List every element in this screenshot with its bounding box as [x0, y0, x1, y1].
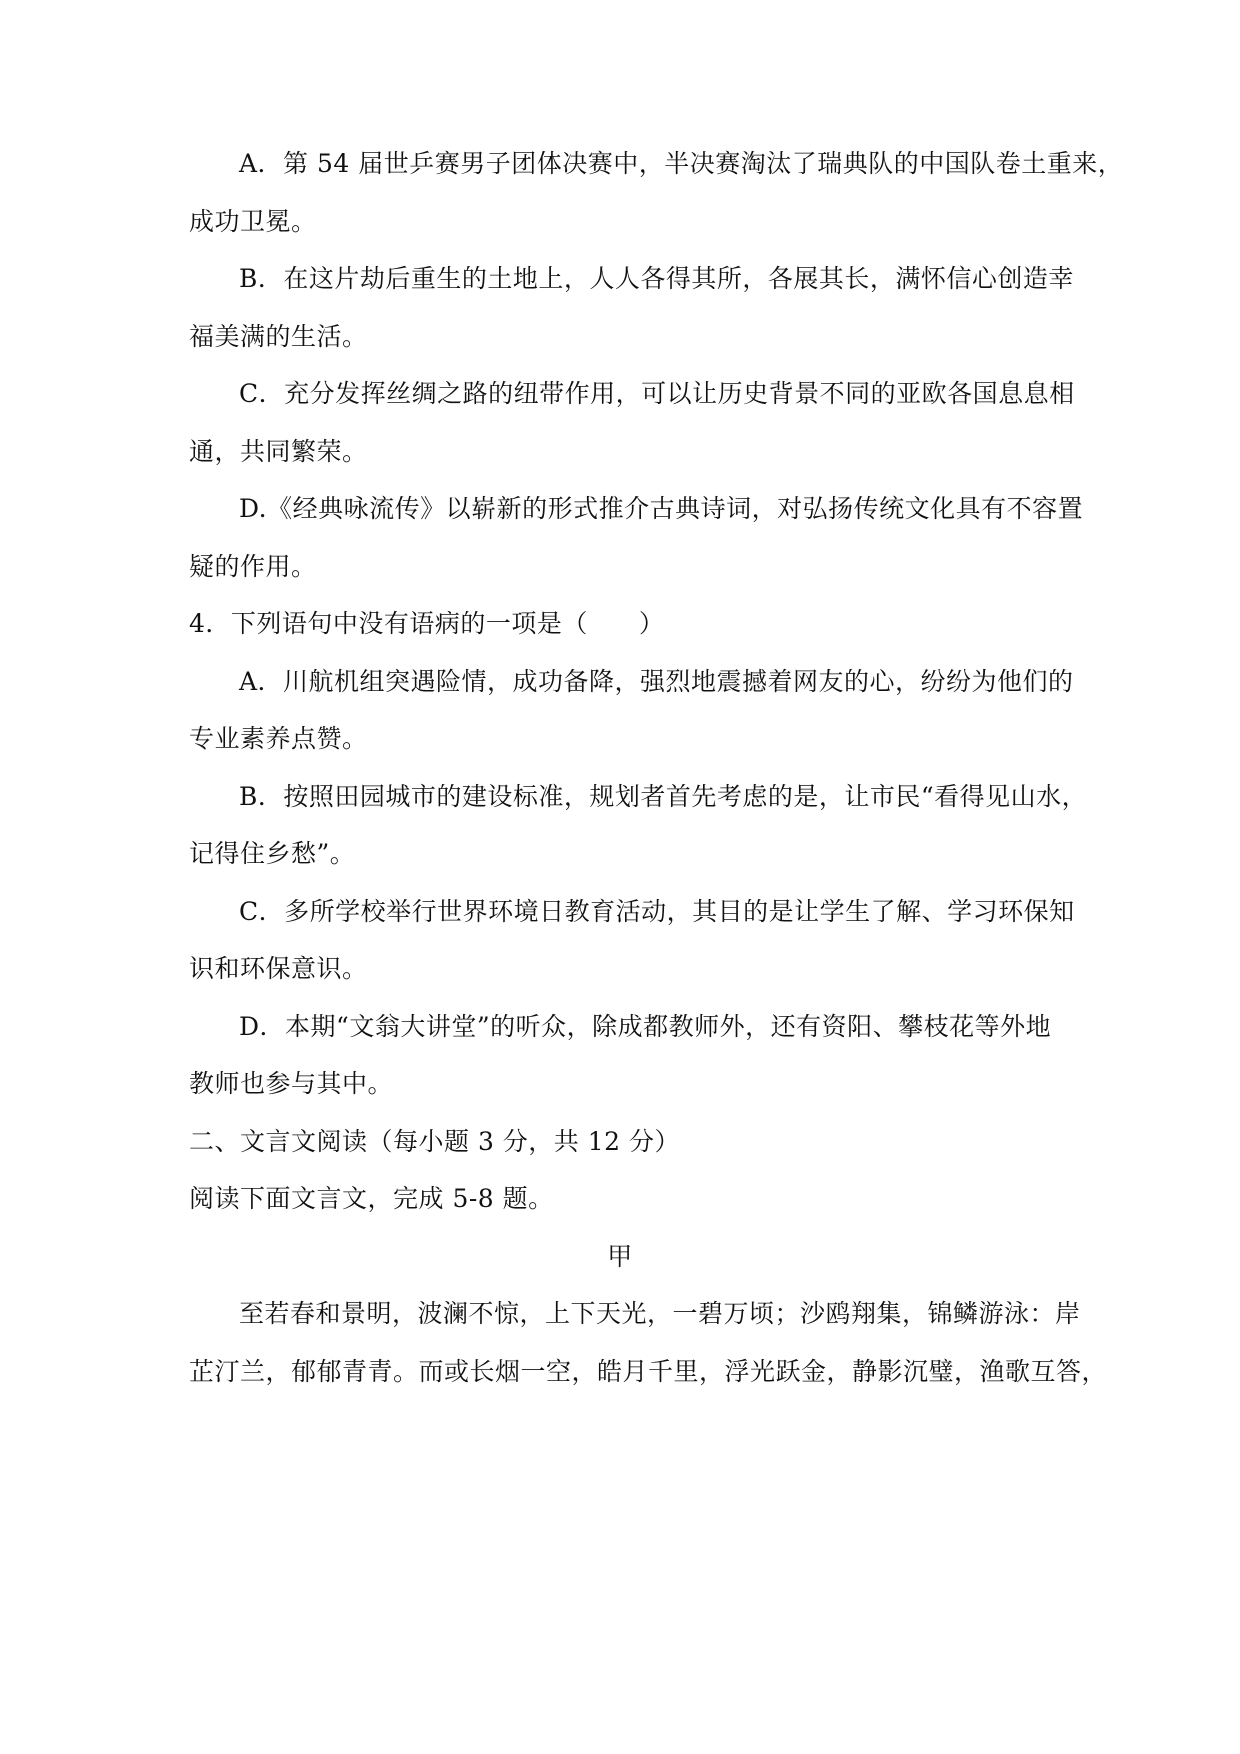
option-4a-line-2: 专业素养点赞。 — [189, 724, 368, 753]
option-3b-line-2: 福美满的生活。 — [189, 322, 368, 351]
option-3c-line-1: C．充分发挥丝绸之路的纽带作用，可以让历史背景不同的亚欧各国息息相 — [239, 379, 1075, 408]
option-4d-line-1: D．本期“文翁大讲堂”的听众，除成都教师外，还有资阳、攀枝花等外地 — [239, 1012, 1052, 1041]
passage-label: 甲 — [607, 1242, 633, 1271]
option-4b-line-2: 记得住乡愁”。 — [189, 839, 356, 868]
option-3b-line-1: B．在这片劫后重生的土地上，人人各得其所，各展其长，满怀信心创造幸 — [239, 264, 1074, 293]
option-4c-line-1: C．多所学校举行世界环境日教育活动，其目的是让学生了解、学习环保知 — [239, 897, 1075, 926]
section-heading: 二、文言文阅读（每小题 3 分，共 12 分） — [189, 1127, 681, 1156]
option-4c-line-2: 识和环保意识。 — [189, 954, 368, 983]
option-4d-line-2: 教师也参与其中。 — [189, 1069, 394, 1098]
option-3c-line-2: 通，共同繁荣。 — [189, 437, 368, 466]
option-3d-line-1: D.《经典咏流传》以崭新的形式推介古典诗词，对弘扬传统文化具有不容置 — [239, 494, 1084, 523]
option-3d-line-2: 疑的作用。 — [189, 552, 317, 581]
passage-line-1: 至若春和景明，波澜不惊，上下天光，一碧万顷；沙鸥翔集，锦鳞游泳：岸 — [239, 1299, 1081, 1328]
option-4b-line-1: B．按照田园城市的建设标准，规划者首先考虑的是，让市民“看得见山水， — [239, 782, 1088, 811]
question-4-stem: 4．下列语句中没有语病的一项是（ ） — [189, 609, 665, 638]
option-4a-line-1: A．川航机组突遇险情，成功备降，强烈地震撼着网友的心，纷纷为他们的 — [239, 667, 1074, 696]
option-3a-line-1: A．第 54 届世乒赛男子团体决赛中，半决赛淘汰了瑞典队的中国队卷土重来， — [239, 149, 1124, 178]
option-3a-line-2: 成功卫冕。 — [189, 207, 317, 236]
section-instruction: 阅读下面文言文，完成 5-8 题。 — [189, 1184, 554, 1213]
passage-line-2: 芷汀兰，郁郁青青。而或长烟一空，皓月千里，浮光跃金，静影沉璧，渔歌互答， — [189, 1357, 1108, 1386]
